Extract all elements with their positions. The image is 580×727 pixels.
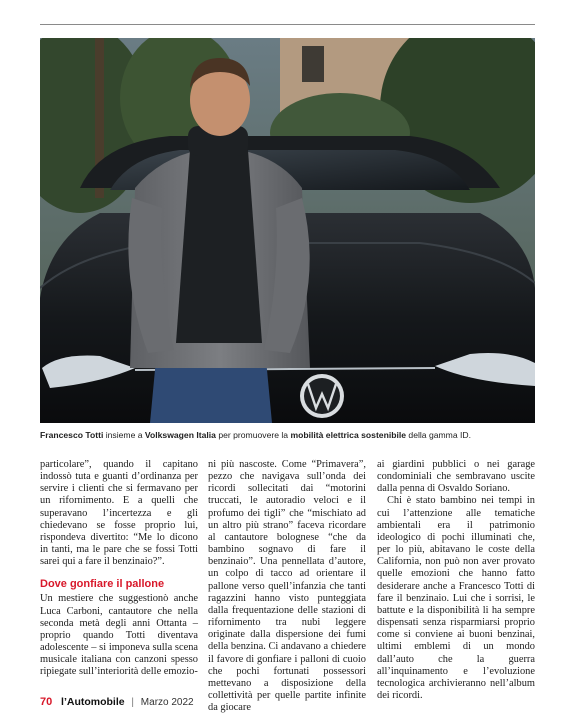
top-rule — [40, 24, 535, 25]
paragraph: Chi è stato bambino nei tempi in cui l’attenzione alle tematiche ambientali era il patrimonio ideologico di pochi illuminati che, per lo più, abitavano le coste della California, non può non aver provato quelle emozioni che hanno fatto desiderare anche a Francesco Totti di fare il benzinaio. Lui che i sorrisi, le battute e la disponibilità li ha sempre dispensati senza risparmiarsi proprio come si conviene ai buoni benzinai, ultimi emblemi di un mondo dall’auto che la guerra all’inquinamento e l’evoluzione tecnologica archivieranno nell’album dei ricordi. — [377, 495, 535, 701]
caption-topic: mobilità elettrica sostenibile — [290, 430, 407, 440]
caption-brand: Volkswagen Italia — [144, 430, 216, 440]
section-heading: Dove gonfiare il pallone — [40, 578, 165, 591]
issue-date: Marzo 2022 — [140, 697, 194, 708]
paragraph: ai giardini pubblici o nei garage condominiali che sembravano uscite dalla penna di Osvaldo Soriano. — [377, 459, 535, 495]
article-column-2 — [208, 459, 366, 714]
caption-text: per promuovere la — [215, 430, 291, 440]
page-number: 70 — [40, 696, 53, 708]
caption-text: della gamma ID. — [406, 430, 471, 440]
photo-caption — [40, 430, 535, 441]
caption-text: insieme a — [103, 430, 145, 440]
footer-separator: | — [131, 697, 135, 708]
page-footer — [40, 694, 194, 710]
paragraph: ni più nascoste. Come “Primavera”, pezzo che navigava sull’onda dei ricordi sollecitati dai “motorini truccati, le autoradio veloci e il profumo dei tigli” che “mischiato ad un altro più strano” faceva ricordare al cantautore bolognese “che da bambino sognavo di fare il benzinaio”. Una pennellata d’autore, un colpo di tacco ad orientare il pallone verso quell’infanzia che tanti ragazzini hanno visto punteggiata dalla frequentazione delle stazioni di rifornimento tra nubi leggere originate dalla dispersione dei fumi della benzina. Ci andavano a chiedere il favore di gonfiare i palloni di cuoio che pochi fortunati possessori mettevano a disposizione della collettività per quelle partite infinite da giocare — [208, 459, 366, 714]
paragraph: Un mestiere che suggestionò anche Luca Carboni, cantautore che nella seconda metà degli anni Ottanta – proprio quando Totti diventava adolescente – si imponeva sulla scena musicale italiana con canzoni spesso ripiegate sull’interiorità delle emozio- — [40, 593, 198, 678]
article-column-1 — [40, 459, 198, 679]
magazine-name: l’Automobile — [61, 696, 125, 708]
paragraph: particolare”, quando il capitano indossò tuta e guanti d’ordinanza per servire i clienti che si fermavano per un rifornimento. E a quelli che superavano l’incertezza e gli chiedevano se fosse proprio lui, rispondeva divertito: “Me lo dicono in tanti, ma le pare che se fossi Totti sarei qui a fare il benzinaio?”. — [40, 459, 198, 568]
caption-name: Francesco Totti — [40, 430, 104, 440]
article-photo — [40, 38, 535, 423]
article-column-3 — [377, 459, 535, 702]
